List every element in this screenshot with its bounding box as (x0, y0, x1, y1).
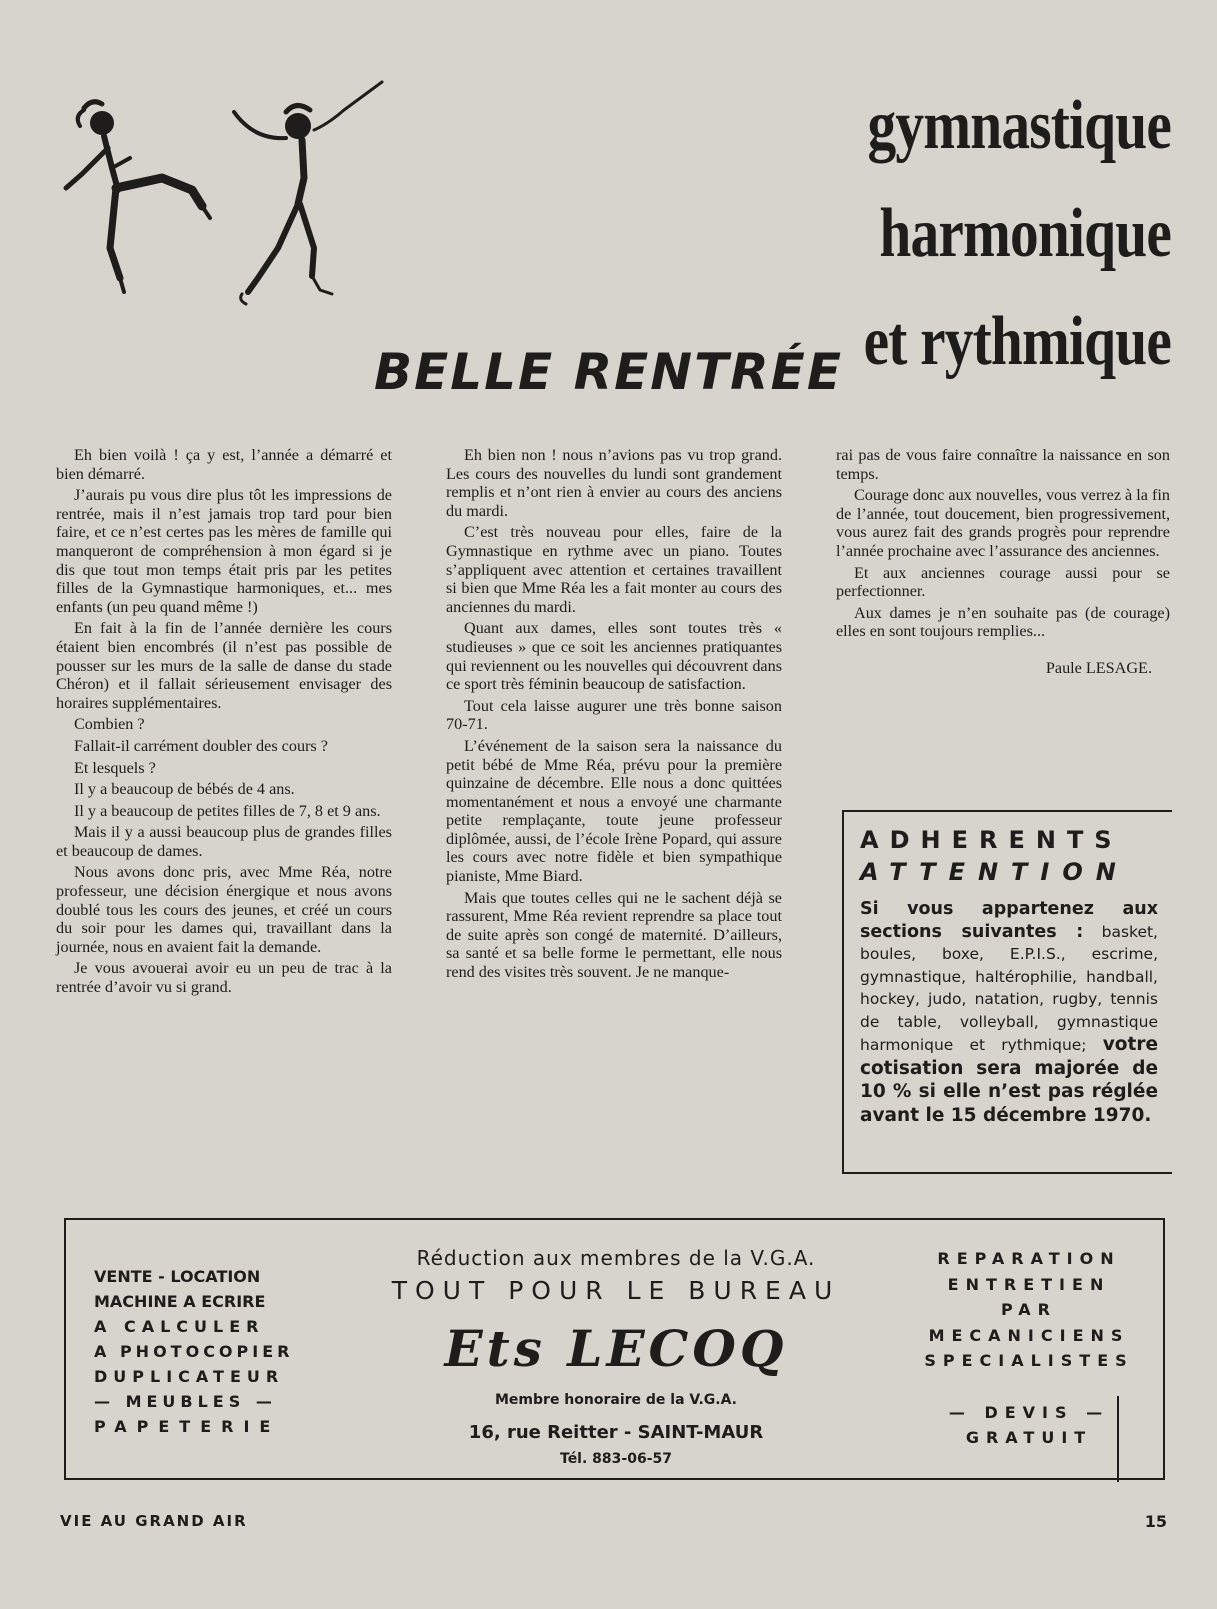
ad-repair-item: PAR (1001, 1300, 1057, 1319)
paragraph: Combien ? (74, 715, 145, 734)
paragraph: En fait à la fin de l’année dernière les cours étaient bien encombrés (il n’est pas possible de pousser sur les murs de la salle de danse du stade Chéron) et il fallait sérieusement envisager des horaires supplémentaires. (56, 619, 392, 712)
ad-member-note: Membre honoraire de la V.G.A. (495, 1392, 737, 1408)
members-notice-box (842, 810, 1172, 1174)
left-dancer (66, 102, 210, 292)
ad-service-item: VENTE - LOCATION (94, 1267, 261, 1286)
ad-gratuit: GRATUIT (965, 1428, 1093, 1447)
ad-slogan: TOUT POUR LE BUREAU (391, 1276, 841, 1305)
ad-address: 16, rue Reitter - SAINT-MAUR (468, 1422, 764, 1443)
ad-phone: Tél. 883-06-57 (560, 1451, 672, 1467)
paragraph: Eh bien non ! nous n’avions pas vu trop grand. Les cours des nouvelles du lundi sont grandement remplis et n’ont rien à envier au cours des anciens du mardi. (446, 446, 782, 520)
ad-service-item: MACHINE A ECRIRE (94, 1292, 266, 1311)
title-line-1: gymnastique harmonique (867, 87, 1171, 272)
publication-name: VIE AU GRAND AIR (60, 1512, 248, 1530)
paragraph: Il y a beaucoup de bébés de 4 ans. (74, 780, 295, 799)
author-signature: Paule LESAGE. (1045, 658, 1152, 677)
paragraph: Tout cela laisse augurer une très bonne saison 70-71. (446, 696, 782, 734)
ad-repair-block (914, 1246, 1144, 1451)
article-column-1 (56, 446, 392, 1000)
ad-repair-item: REPARATION (937, 1249, 1121, 1268)
paragraph: Je vous avouerai avoir eu un peu de trac à la rentrée d’avoir vu si grand. (56, 959, 392, 997)
paragraph: J’aurais pu vous dire plus tôt les impressions de rentrée, mais il n’est jamais trop tard pour bien faire, et ce n’est certes pas les mères de famille qui manqueront de compréhension à mon égard si je dis que tout mon temps était pris par les petites filles de la Gymnastique harmoniques, et... mes enfants (un peu quand même !) (56, 486, 392, 616)
paragraph: Et aux anciennes courage aussi pour se perfectionner. (836, 563, 1170, 601)
notice-subheading: ATTENTION (860, 858, 1129, 886)
paragraph: Quant aux dames, elles sont toutes très « studieuses » que ce soit les anciennes pratiquantes qui reviennent ou les nouvelles qui découvrent dans ce sport très féminin beaucoup de satisfaction. (446, 619, 782, 694)
ad-service-item: A PHOTOCOPIER (94, 1342, 294, 1361)
paragraph: rai pas de vous faire connaître la naissance en son temps. (836, 446, 1170, 483)
paragraph: Eh bien voilà ! ça y est, l’année a démarré et bien démarré. (56, 446, 392, 483)
title-line-2: et rythmique (863, 303, 1171, 380)
right-dancer (234, 82, 382, 304)
ad-repair-item: SPECIALISTES (924, 1351, 1134, 1370)
paragraph: Aux dames je n’en souhaite pas (de courage) elles en sont toujours remplies... (836, 603, 1170, 641)
notice-intro: Si vous appartenez aux sections suivantes : (860, 899, 1158, 942)
article-column-2 (446, 446, 782, 985)
two-dancers-icon (52, 78, 392, 318)
page-number: 15 (1144, 1512, 1167, 1531)
ad-repair-item: MECANICIENS (928, 1325, 1130, 1345)
paragraph: Courage donc aux nouvelles, vous verrez à la fin de l’année, tout doucement, bien progressivement, vous aurez fait des grands progrès pour reprendre l’année prochaine avec l’assurance des anciennes. (836, 486, 1170, 560)
paragraph: Nous avons donc pris, avec Mme Réa, notre professeur, une décision énergique et nous avons doublé tous les cours des jeunes, et créé un cours du soir pour les dames qui, travaillant dans la journée, nous en avaient fait la demande. (56, 863, 392, 956)
ad-reduction: Réduction aux membres de la V.G.A. (416, 1246, 816, 1270)
ad-service-item: DUPLICATEUR (94, 1367, 285, 1386)
paragraph: L’événement de la saison sera la naissance du petit bébé de Mme Réa, prévu pour la première quinzaine de décembre. Elle nous a donc quittées momentanément et nous a envoyé une charmante petite remplaçante, toute jeune professeur diplômée, aussi, de l’école Irène Popard, qui assure les cours avec notre fidèle et bien sympathique pianiste, Mme Biard. (446, 736, 782, 886)
notice-heading: ADHERENTS (860, 826, 1123, 854)
ad-company-block (356, 1246, 876, 1467)
notice-warning: votre cotisation sera majorée de 10 % si elle n’est pas réglée avant le 15 décembre 1970. (860, 1034, 1158, 1126)
paragraph: C’est très nouveau pour elles, faire de la Gymnastique en rythme avec un piano. Toutes s’appliquent avec attention et certaines travaillent si bien que Mme Réa les a fait monter au cours des anciennes du mardi. (446, 523, 782, 616)
paragraph: Fallait-il carrément doubler des cours ? (74, 736, 328, 755)
paragraph: Mais il y a aussi beaucoup plus de grandes filles et beaucoup de dames. (56, 823, 392, 860)
divider (1117, 1396, 1119, 1482)
ad-repair-item: ENTRETIEN (947, 1274, 1111, 1294)
article-subtitle: BELLE RENTRÉE (374, 343, 843, 401)
notice-sections: basket, boules, boxe, E.P.I.S., escrime, gymnastique, haltérophilie, handball, hockey, judo, natation, rugby, tennis de table, volleyball, gymnastique harmonique et rythmique; (860, 922, 1158, 1054)
advertisement (64, 1218, 1165, 1480)
notice-body (860, 898, 1158, 1127)
ad-service-item: — MEUBLES — (94, 1392, 277, 1411)
paragraph: Et lesquels ? (74, 758, 156, 777)
ad-company-name: Ets LECOQ (444, 1319, 788, 1378)
ad-service-item: A CALCULER (94, 1317, 265, 1336)
ad-service-item: PAPETERIE (94, 1417, 281, 1436)
article-column-3 (836, 446, 1170, 681)
ad-devis: — DEVIS — (948, 1402, 1110, 1422)
paragraph: Il y a beaucoup de petites filles de 7, 8 et 9 ans. (74, 801, 381, 820)
ad-services-list (94, 1264, 334, 1439)
paragraph: Mais que toutes celles qui ne le sachent déjà se rassurent, Mme Réa revient reprendre sa place tout de suite après son congé de maternité. D’ailleurs, sa santé et sa belle forme le permettant, elle nous rend des visites très souvent. Je ne manque- (446, 888, 782, 982)
